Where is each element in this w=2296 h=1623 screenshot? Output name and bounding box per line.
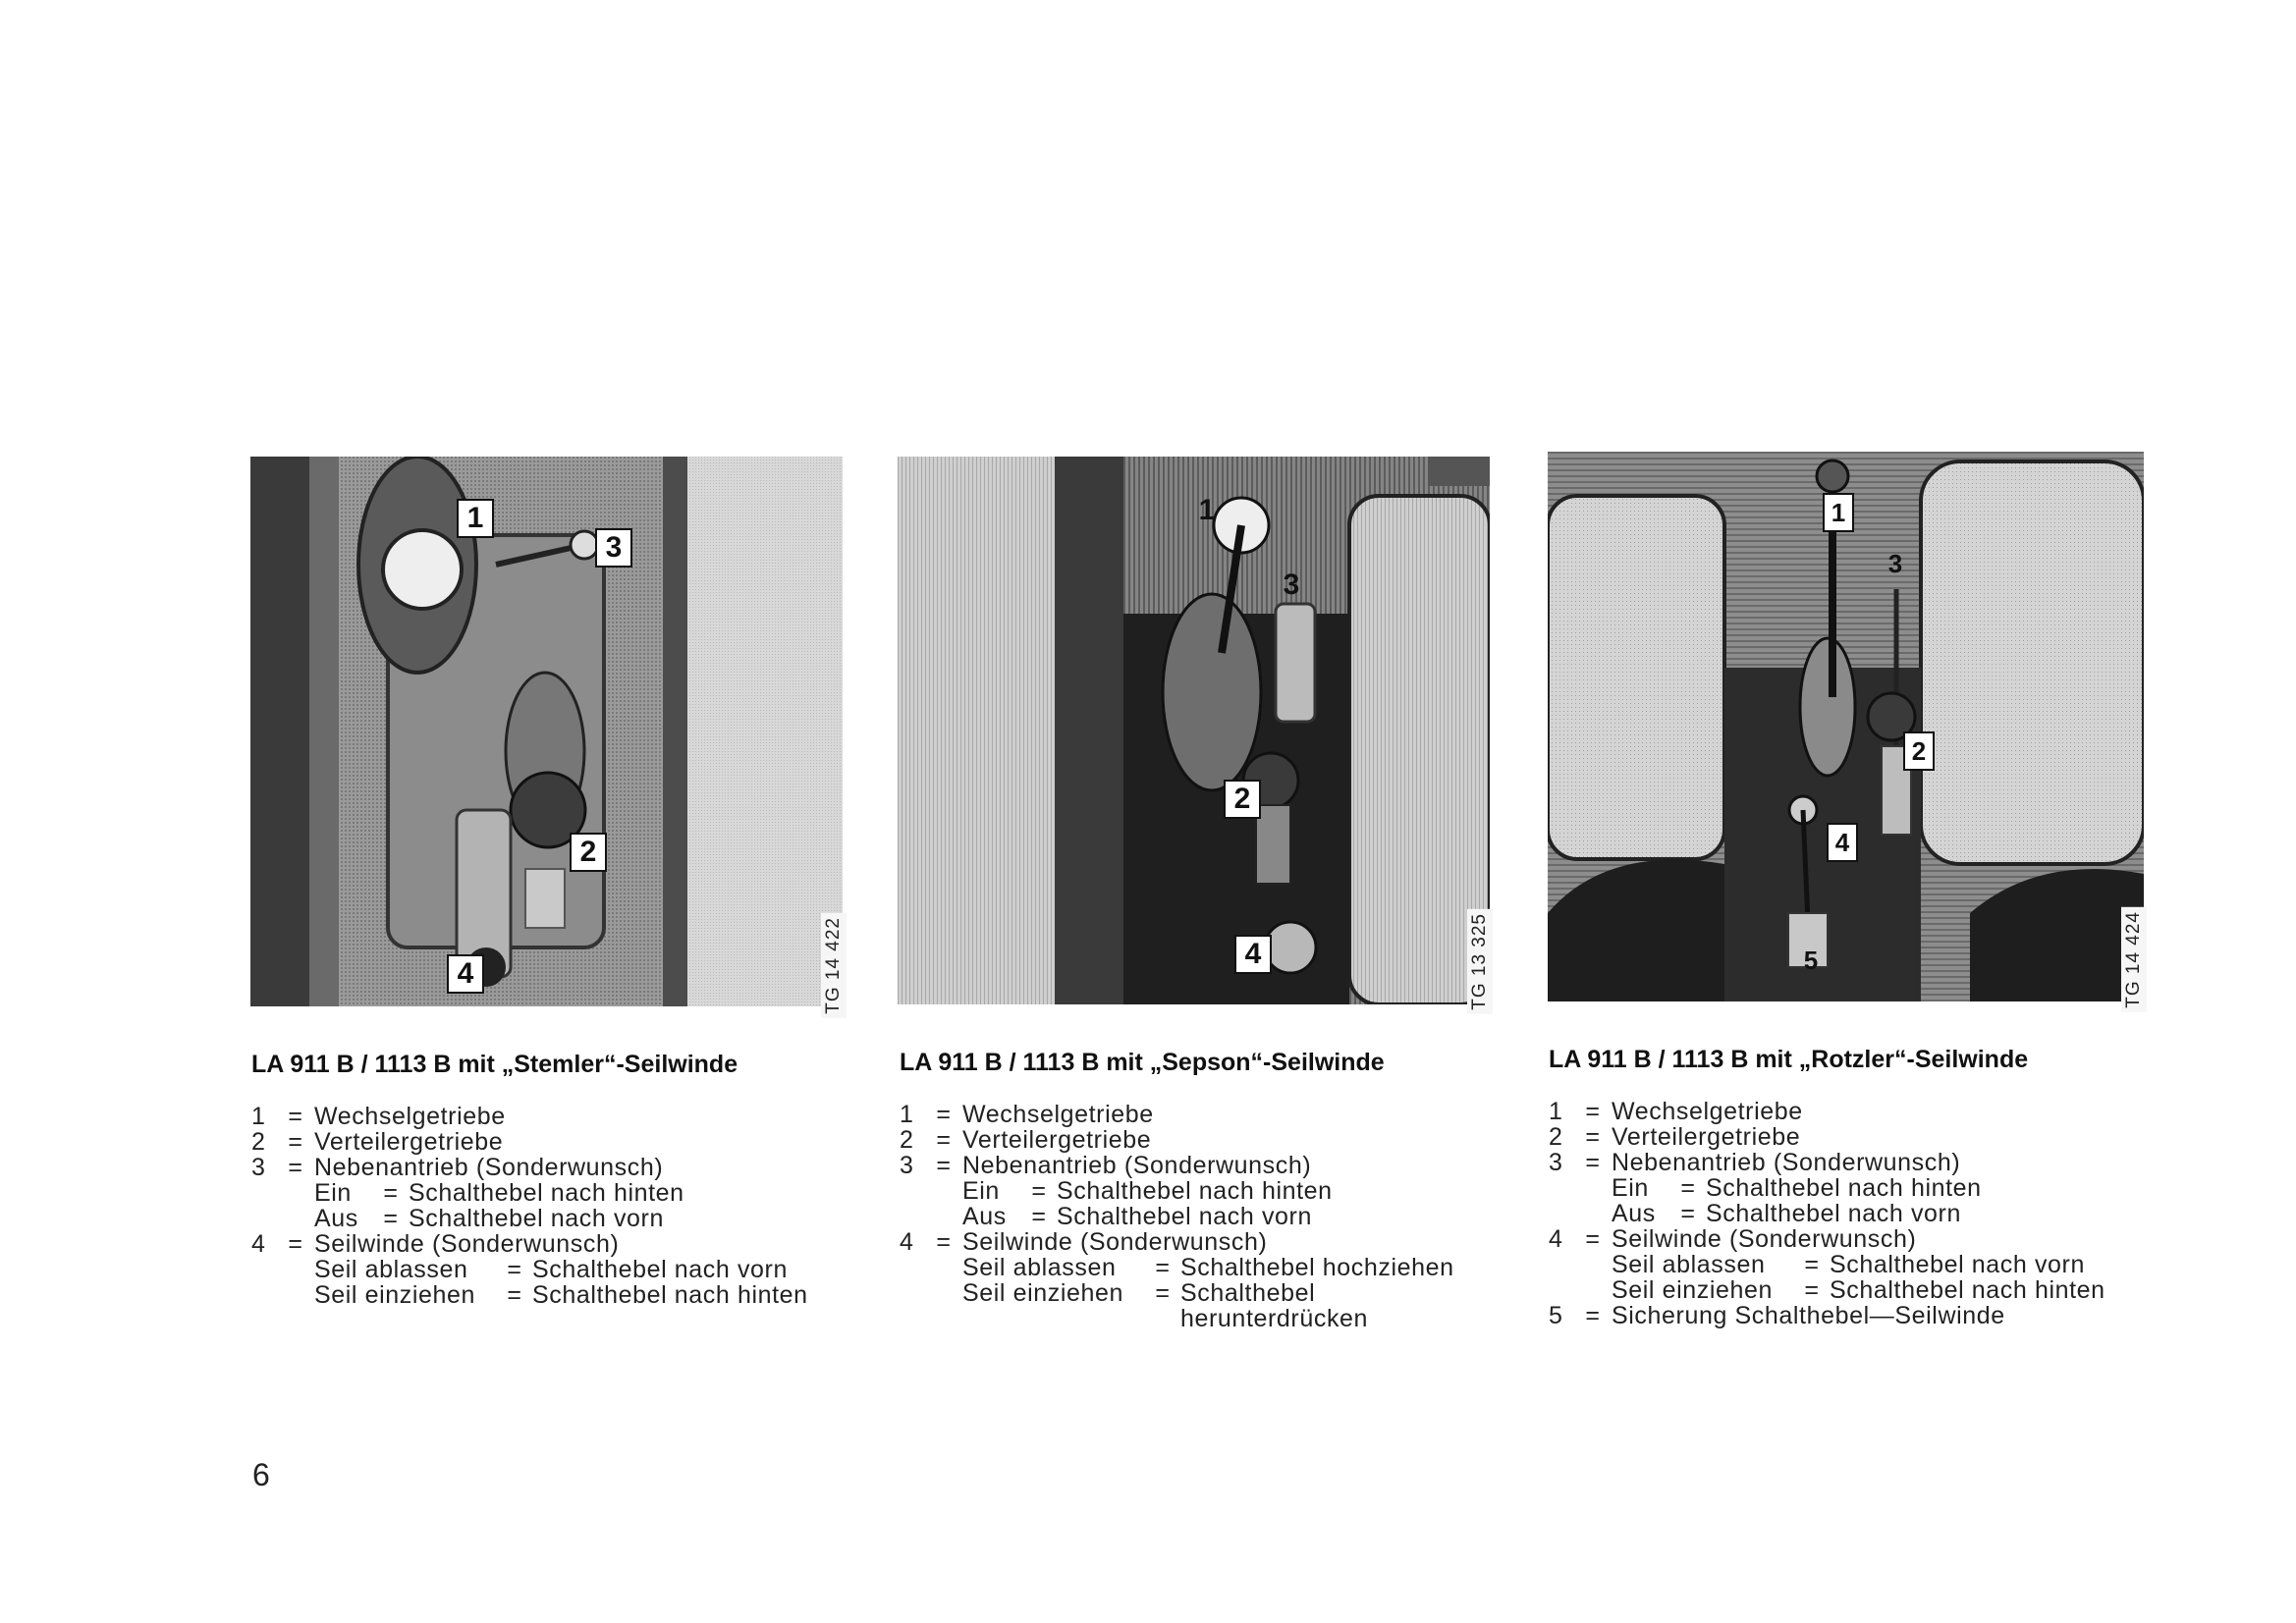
page-number: 6 <box>252 1457 270 1492</box>
legend-sub-value: Schalthebel nach vorn <box>1830 1251 2085 1278</box>
legend-sub-key: Ein <box>962 1177 1000 1205</box>
legend-item <box>251 1104 808 1129</box>
legend-sub-key: Seil einziehen <box>314 1281 476 1309</box>
equals-sign: = <box>383 1205 399 1232</box>
legend-sub-key: Ein <box>314 1179 352 1207</box>
legend-item <box>1549 1226 2105 1252</box>
legend-number: 2 <box>251 1128 266 1156</box>
legend-subitem <box>251 1206 808 1231</box>
legend-subitem <box>251 1282 808 1308</box>
legend-text: Sicherung Schalthebel—Seilwinde <box>1612 1302 2005 1329</box>
photo-code: TG 14 424 <box>2121 907 2147 1012</box>
legend-number: 1 <box>900 1101 914 1128</box>
legend-sub-key: Seil ablassen <box>962 1254 1117 1281</box>
legend-number: 1 <box>251 1103 266 1130</box>
legend-text: Verteilergetriebe <box>314 1128 504 1156</box>
equals-sign: = <box>1031 1177 1047 1205</box>
equals-sign: = <box>507 1281 522 1309</box>
legend-item <box>251 1231 808 1257</box>
gearshift-photo-stemler-illustration <box>250 457 843 1006</box>
legend-item <box>900 1127 1454 1153</box>
legend-sub-key: Aus <box>962 1203 1007 1230</box>
equals-sign: = <box>383 1179 399 1207</box>
legend-sub-value: Schalthebel nach vorn <box>532 1256 788 1283</box>
legend-text: Nebenantrieb (Sonderwunsch) <box>962 1152 1312 1179</box>
legend-list <box>251 1104 808 1308</box>
legend-sub-key: Seil ablassen <box>1612 1251 1766 1278</box>
legend-subitem <box>1549 1252 2105 1277</box>
legend-subitem <box>1549 1201 2105 1226</box>
photo-badge-4: 4 <box>447 954 484 994</box>
photo-badge-1: 1 <box>1823 493 1854 532</box>
legend-number: 3 <box>251 1154 266 1181</box>
legend-number: 4 <box>900 1228 914 1256</box>
legend-sub-key: Seil ablassen <box>314 1256 468 1283</box>
legend-text: Verteilergetriebe <box>962 1126 1152 1154</box>
legend-sub-value: Schalthebel hochziehen <box>1180 1254 1454 1281</box>
equals-sign: = <box>1031 1203 1047 1230</box>
legend-sub-key: Aus <box>314 1205 358 1232</box>
legend-item <box>251 1129 808 1155</box>
photo-code: TG 13 325 <box>1467 909 1493 1014</box>
equals-sign: = <box>507 1256 522 1283</box>
legend-subitem <box>900 1280 1454 1306</box>
legend-item <box>251 1155 808 1180</box>
legend-text: Seilwinde (Sonderwunsch) <box>962 1228 1268 1256</box>
legend-sub-key: Aus <box>1612 1200 1656 1227</box>
legend-item <box>900 1102 1454 1127</box>
legend-sub-value: Schalthebel nach vorn <box>409 1205 664 1232</box>
equals-sign: = <box>1680 1174 1696 1202</box>
legend-sub-value: Schalthebel nach hinten <box>1057 1177 1333 1205</box>
figure-caption: LA 911 B / 1113 B mit „Stemler“-Seilwinde <box>251 1051 738 1078</box>
equals-sign: = <box>1585 1098 1601 1125</box>
legend-item <box>900 1153 1454 1178</box>
legend-text: Seilwinde (Sonderwunsch) <box>1612 1225 1917 1253</box>
photo-badge-3: 3 <box>595 528 632 568</box>
legend-number: 3 <box>900 1152 914 1179</box>
legend-item <box>900 1229 1454 1255</box>
legend-number: 2 <box>900 1126 914 1154</box>
equals-sign: = <box>288 1128 303 1156</box>
equals-sign: = <box>1585 1123 1601 1151</box>
photo-code: TG 14 422 <box>821 913 847 1018</box>
photo-badge-4: 4 <box>1234 935 1272 974</box>
legend-subitem <box>251 1257 808 1282</box>
equals-sign: = <box>936 1152 952 1179</box>
photo-badge-4: 4 <box>1827 823 1858 862</box>
legend-subitem <box>1549 1175 2105 1201</box>
photo-badge-2: 2 <box>1224 780 1261 819</box>
legend-sub-key: Seil einziehen <box>962 1279 1124 1307</box>
legend-text: Seilwinde (Sonderwunsch) <box>314 1230 620 1258</box>
legend-list <box>1549 1099 2105 1328</box>
legend-sub-key: Seil einziehen <box>1612 1276 1774 1304</box>
legend-item <box>1549 1124 2105 1150</box>
legend-number: 4 <box>251 1230 266 1258</box>
photo-rotzler <box>1548 452 2144 1001</box>
gearshift-photo-sepson-illustration <box>898 457 1490 1004</box>
legend-subitem <box>251 1180 808 1206</box>
legend-item <box>1549 1099 2105 1124</box>
legend-sub-value: Schalthebel <box>1180 1279 1316 1307</box>
legend-subitem <box>900 1255 1454 1280</box>
equals-sign: = <box>936 1126 952 1154</box>
legend-subitem <box>900 1204 1454 1229</box>
legend-text: Wechselgetriebe <box>1612 1098 1803 1125</box>
equals-sign: = <box>936 1101 952 1128</box>
equals-sign: = <box>288 1103 303 1130</box>
legend-sub-value: Schalthebel nach vorn <box>1706 1200 1961 1227</box>
figure-caption: LA 911 B / 1113 B mit „Rotzler“-Seilwinde <box>1549 1046 2029 1073</box>
legend-sub-value: Schalthebel nach hinten <box>409 1179 684 1207</box>
legend-sub-value: Schalthebel nach hinten <box>532 1281 808 1309</box>
legend-text: Nebenantrieb (Sonderwunsch) <box>314 1154 664 1181</box>
legend-text: Verteilergetriebe <box>1612 1123 1801 1151</box>
equals-sign: = <box>1680 1200 1696 1227</box>
legend-sub-value-cont: herunterdrücken <box>1180 1305 1369 1332</box>
legend-text: Nebenantrieb (Sonderwunsch) <box>1612 1149 1961 1176</box>
legend-number: 2 <box>1549 1123 1563 1151</box>
legend-subitem <box>900 1178 1454 1204</box>
equals-sign: = <box>1804 1276 1820 1304</box>
figure-caption: LA 911 B / 1113 B mit „Sepson“-Seilwinde <box>900 1049 1385 1076</box>
legend-item <box>1549 1150 2105 1175</box>
legend-number: 3 <box>1549 1149 1563 1176</box>
photo-sepson <box>898 457 1490 1004</box>
photo-stemler <box>250 457 843 1006</box>
gearshift-photo-rotzler-illustration <box>1548 452 2144 1001</box>
photo-badge-2: 2 <box>570 833 607 872</box>
photo-badge-1: 1 <box>457 499 494 538</box>
legend-number: 4 <box>1549 1225 1563 1253</box>
equals-sign: = <box>1155 1254 1171 1281</box>
legend-item <box>1549 1303 2105 1328</box>
photo-badge-3: 3 <box>1887 549 1903 578</box>
legend-subitem <box>1549 1277 2105 1303</box>
equals-sign: = <box>1585 1225 1601 1253</box>
legend-text: Wechselgetriebe <box>314 1103 506 1130</box>
legend-subitem-continuation <box>900 1306 1454 1331</box>
equals-sign: = <box>936 1228 952 1256</box>
legend-number: 5 <box>1549 1302 1563 1329</box>
legend-sub-value: Schalthebel nach hinten <box>1830 1276 2105 1304</box>
equals-sign: = <box>1155 1279 1171 1307</box>
equals-sign: = <box>1804 1251 1820 1278</box>
legend-sub-value: Schalthebel nach hinten <box>1706 1174 1982 1202</box>
legend-sub-value: Schalthebel nach vorn <box>1057 1203 1312 1230</box>
legend-text: Wechselgetriebe <box>962 1101 1154 1128</box>
equals-sign: = <box>288 1230 303 1258</box>
photo-badge-2: 2 <box>1903 731 1935 771</box>
equals-sign: = <box>1585 1149 1601 1176</box>
equals-sign: = <box>288 1154 303 1181</box>
legend-number: 1 <box>1549 1098 1563 1125</box>
photo-badge-3: 3 <box>1283 568 1300 601</box>
equals-sign: = <box>1585 1302 1601 1329</box>
legend-sub-key: Ein <box>1612 1174 1649 1202</box>
photo-badge-1: 1 <box>1198 494 1216 526</box>
photo-badge-5: 5 <box>1803 946 1819 975</box>
legend-list <box>900 1102 1454 1331</box>
